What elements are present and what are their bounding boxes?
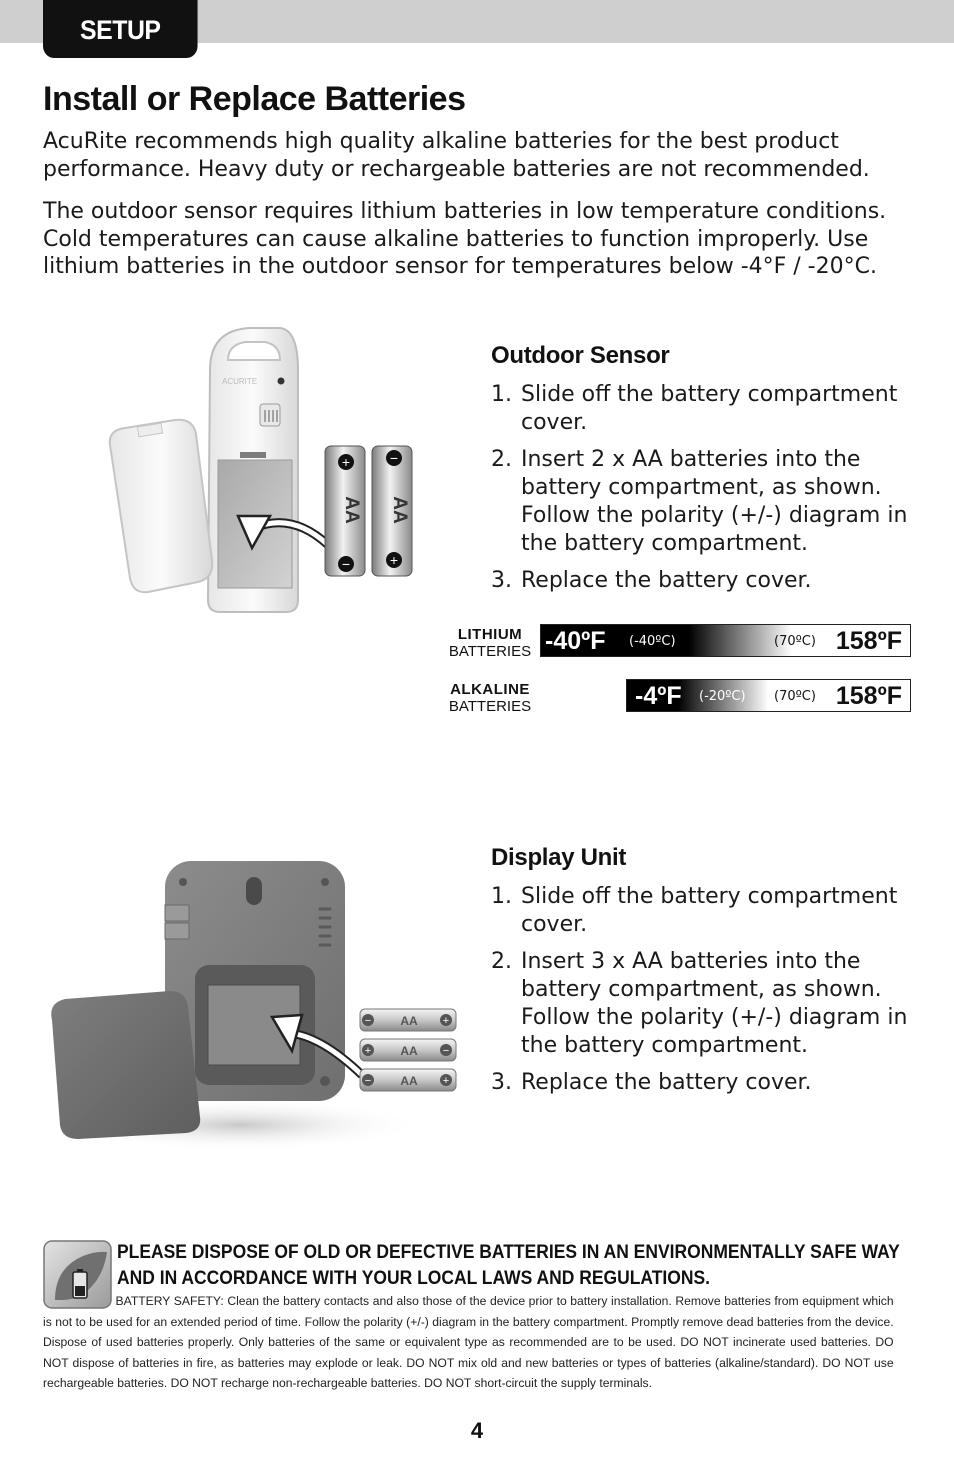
page-number: 4 [470,1418,484,1443]
svg-text:+: + [442,1015,450,1027]
display-unit-steps [491,883,931,1106]
list-item: 3. Replace the battery cover. [491,568,812,593]
outdoor-sensor-title: Outdoor Sensor [491,342,670,369]
list-item: 2. Insert 3 x AA batteries into the battery compartment, as shown. Follow the polarity (+/-) diagram in the battery compartment. [491,949,908,1058]
list-item: 1. Slide off the battery compartment cover. [491,382,898,435]
svg-text:−: − [364,1015,372,1027]
list-item: 3. Replace the battery cover. [491,1070,812,1095]
svg-text:+: + [389,552,399,568]
svg-text:+: + [442,1075,450,1087]
battery-label-3: AA [400,1074,418,1088]
alkaline-label: ALKALINE BATTERIES [448,681,532,715]
sensor-brand-label: ACURITE [222,377,258,386]
lithium-temperature-range: -40ºF (-40ºC) (70ºC) 158ºF [540,624,911,657]
svg-text:+: + [364,1045,372,1057]
list-item: 2. Insert 2 x AA batteries into the battery compartment, as shown. Follow the polarity (+/-) diagram in the battery compartment. [491,447,908,556]
battery-label-1: AA [400,1014,418,1028]
display-unit-illustration [40,855,470,1160]
battery-label-2: AA [400,1044,418,1058]
display-unit-title: Display Unit [491,844,627,871]
alkaline-temperature-range: -4ºF (-20ºC) (70ºC) 158ºF [626,679,911,712]
list-item: 1. Slide off the battery compartment cover. [491,884,898,937]
disposal-notice-heading: PLEASE DISPOSE OF OLD OR DEFECTIVE BATTERIES IN AN ENVIRONMENTALLY SAFE WAY AND IN ACCORDANCE WITH YOUR LOCAL LAWS AND REGULATIONS. [117,1242,900,1289]
svg-text:−: − [341,556,351,572]
section-tab: SETUP [43,0,198,58]
intro-paragraph-2: The outdoor sensor requires lithium batteries in low temperature conditions. Cold temperatures can cause alkaline batteries to function improperly. Use lithium batteries in the outdoor sensor for temperatures below -4°F / -20°C. [43,199,887,279]
svg-text:−: − [389,450,399,466]
svg-text:+: + [341,454,351,470]
page-title: Install or Replace Batteries [43,80,466,118]
outdoor-sensor-steps [491,381,931,604]
outdoor-sensor-illustration [100,320,430,620]
intro-paragraph-1: AcuRite recommends high quality alkaline batteries for the best product performance. Heavy duty or rechargeable batteries are not recommended. [43,129,870,182]
battery-safety-text: BATTERY SAFETY: Clean the battery contacts and also those of the device prior to battery installation. Remove batteries from equipment which is not to be used for an extended period of time. Follow the polarity (+/-) diagram in the battery compartment. Promptly remove dead batteries from the device. Dispose of used batteries properly. Only batteries of the same or equivalent type as recommended are to be used. DO NOT incinerate used batteries. DO NOT dispose of batteries in fire, as batteries may explode or leak. DO NOT mix old and new batteries or types of batteries (alkaline/standard). DO NOT use rechargeable batteries. DO NOT recharge non-rechargeable batteries. DO NOT short-circuit the supply terminals. [43,1294,894,1390]
svg-text:−: − [442,1045,450,1057]
battery-label-2: AA [389,496,410,524]
battery-label-1: AA [341,496,362,524]
lithium-label: LITHIUM BATTERIES [448,626,532,660]
svg-text:−: − [364,1075,372,1087]
